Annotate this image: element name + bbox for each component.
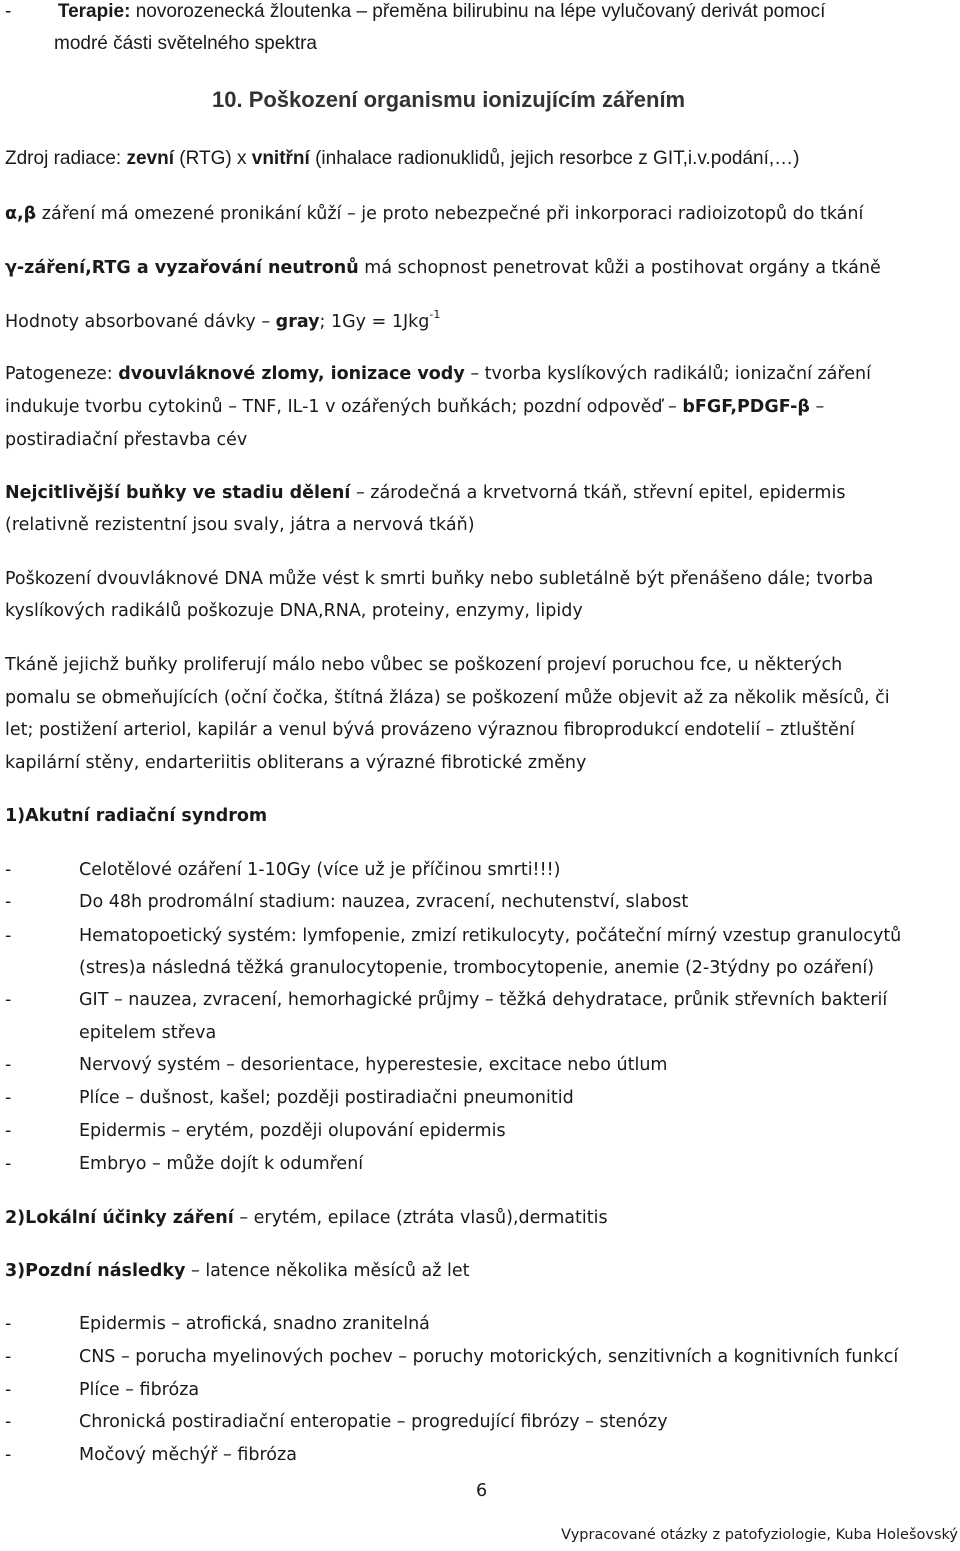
pozdni-bold: 3)Pozdní následky <box>5 1261 186 1281</box>
akutni-item-text: Embryo – může dojít k odumření <box>79 1154 364 1174</box>
akutni-item-text: GIT – nauzea, zvracení, hemorhagické průjmy – těžká dehydratace, průnik střevních bakterií <box>79 990 888 1010</box>
lokalni-line <box>5 1206 608 1230</box>
alfa-beta-text: záření má omezené pronikání kůží – je proto nebezpečné při inkorporaci radioizotopů do tkání <box>41 204 864 224</box>
alfa-beta-line <box>5 202 863 226</box>
bullet-dash: - <box>5 1154 12 1174</box>
akutni-item-text: Do 48h prodromální stadium: nauzea, zvracení, nechutenství, slabost <box>79 892 689 912</box>
page-number: 6 <box>476 1481 488 1501</box>
bullet-dash: - <box>5 990 12 1010</box>
tkane-line-3: let; postižení arteriol, kapilár a venul bývá provázeno výraznou fibroprodukcí endotelií – ztluštění <box>5 720 855 740</box>
citlive-line-1 <box>5 481 845 505</box>
akutni-heading-text: 1)Akutní radiační syndrom <box>5 806 268 826</box>
hodnoty-line <box>5 310 440 334</box>
pozdni-item-text: Epidermis – atrofická, snadno zranitelná <box>79 1314 430 1334</box>
tkane-line-1: Tkáně jejichž buňky proliferují málo nebo vůbec se poškození projeví poruchou fce, u některých <box>5 655 843 675</box>
terapie-text: novorozenecká žloutenka – přeměna bilirubinu na lépe vylučovaný derivát pomocí <box>135 1 826 22</box>
akutni-item-text: Nervový systém – desorientace, hyperestesie, excitace nebo útlum <box>79 1055 668 1075</box>
terapie-label: Terapie: <box>57 1 131 22</box>
citlive-text: – zárodečná a krvetvorná tkáň, střevní epitel, epidermis <box>355 483 846 503</box>
alfa-beta: α,β <box>5 204 37 224</box>
pozdni-item-text: Plíce – fibróza <box>79 1380 200 1400</box>
patogeneze-dash: – <box>815 397 825 417</box>
patogeneze-bfgf: bFGF,PDGF-β <box>682 397 810 417</box>
akutni-item-text: Hematopoetický systém: lymfopenie, zmizí retikulocyty, počáteční mírný vzestup granulocytů <box>79 926 902 946</box>
akutni-heading <box>5 804 267 828</box>
patogeneze-text: – tvorba kyslíkových radikálů; ionizační záření <box>470 364 871 384</box>
akutni-item-text: (stres)a následná těžká granulocytopenie, trombocytopenie, anemie (2-3týdny po ozáření) <box>79 958 875 978</box>
pozdni-line <box>5 1259 470 1283</box>
gray: gray <box>275 312 320 332</box>
akutni-item-text: Celotělové ozáření 1-10Gy (více už je příčinou smrti!!!) <box>79 860 561 880</box>
akutni-item-text: Epidermis – erytém, později olupování epidermis <box>79 1121 506 1141</box>
bullet-dash: - <box>5 1 12 22</box>
dna-line-2: kyslíkových radikálů poškozuje DNA,RNA, proteiny, enzymy, lipidy <box>5 601 583 621</box>
gama-line <box>5 256 881 280</box>
citlive-bold: Nejcitlivější buňky ve stadiu dělení <box>5 483 351 503</box>
gama-bold: γ-záření,RTG a vyzařování neutronů <box>5 258 359 278</box>
patogeneze-line-3: postiradiační přestavba cév <box>5 430 248 450</box>
akutni-item-text: Plíce – dušnost, kašel; později postiradiačni pneumonitid <box>79 1088 574 1108</box>
gama-text: má schopnost penetrovat kůži a postihovat orgány a tkáně <box>364 258 881 278</box>
citlive-line-2: (relativně rezistentní jsou svaly, játra a nervová tkáň) <box>5 515 475 535</box>
patogeneze-line-1 <box>5 362 871 386</box>
bullet-dash: - <box>5 1314 12 1334</box>
pozdni-item-text: Chronická postiradiační enteropatie – progredující fibrózy – stenózy <box>79 1412 668 1432</box>
vnitrni: vnitřní <box>251 148 310 169</box>
hodnoty-unit: ; 1Gy = 1Jkg <box>319 312 430 332</box>
pozdni-item-text: Močový měchýř – fibróza <box>79 1445 297 1465</box>
hodnoty-sup: -1 <box>429 308 441 322</box>
bullet-dash: - <box>5 1445 12 1465</box>
terapie-line-1 <box>5 0 825 24</box>
terapie-text-2: modré části světelného spektra <box>54 33 317 54</box>
bullet-dash: - <box>5 926 12 946</box>
bullet-dash: - <box>5 1412 12 1432</box>
dna-line-1: Poškození dvouvláknové DNA může vést k smrti buňky nebo subletálně být přenášeno dále; tvorba <box>5 569 874 589</box>
bullet-dash: - <box>5 1055 12 1075</box>
patogeneze-text-2: indukuje tvorbu cytokinů – TNF, IL-1 v ozářených buňkách; pozdní odpověď – <box>5 397 677 417</box>
bullet-dash: - <box>5 892 12 912</box>
zevni: zevní <box>126 148 174 169</box>
bullet-dash: - <box>5 1088 12 1108</box>
lokalni-text: – erytém, epilace (ztráta vlasů),dermatitis <box>239 1208 608 1228</box>
bullet-dash: - <box>5 1347 12 1367</box>
zdroj-label: Zdroj radiace: <box>5 148 122 169</box>
pozdni-item-text: CNS – porucha myelinových pochev – poruchy motorických, senzitivních a kognitivních funkcí <box>79 1347 899 1367</box>
patogeneze-line-2 <box>5 395 824 419</box>
patogeneze-label: Patogeneze: <box>5 364 113 384</box>
tkane-line-4: kapilární stěny, endarteriitis obliterans a výrazné fibrotické změny <box>5 753 587 773</box>
terapie-line-2 <box>54 32 317 56</box>
patogeneze-bold: dvouvláknové zlomy, ionizace vody <box>118 364 465 384</box>
tkane-line-2: pomalu se obmeňujících (oční čočka, štítná žláza) se poškození může objevit až za několik měsíců, či <box>5 688 890 708</box>
bullet-dash: - <box>5 1380 12 1400</box>
zdroj-detail: (inhalace radionuklidů, jejich resorbce z GIT,i.v.podání,…) <box>315 148 800 169</box>
pozdni-text: – latence několika měsíců až let <box>191 1261 470 1281</box>
bullet-dash: - <box>5 860 12 880</box>
bullet-dash: - <box>5 1121 12 1141</box>
zdroj-line <box>5 147 799 171</box>
zdroj-rtg: (RTG) x <box>179 148 247 169</box>
akutni-item-text: epitelem střeva <box>79 1023 217 1043</box>
lokalni-bold: 2)Lokální účinky záření <box>5 1208 234 1228</box>
footer-text: Vypracované otázky z patofyziologie, Kuba Holešovský <box>561 1527 958 1543</box>
hodnoty-label: Hodnoty absorbované dávky – <box>5 312 271 332</box>
section-title: 10. Poškození organismu ionizujícím zářením <box>212 87 686 112</box>
